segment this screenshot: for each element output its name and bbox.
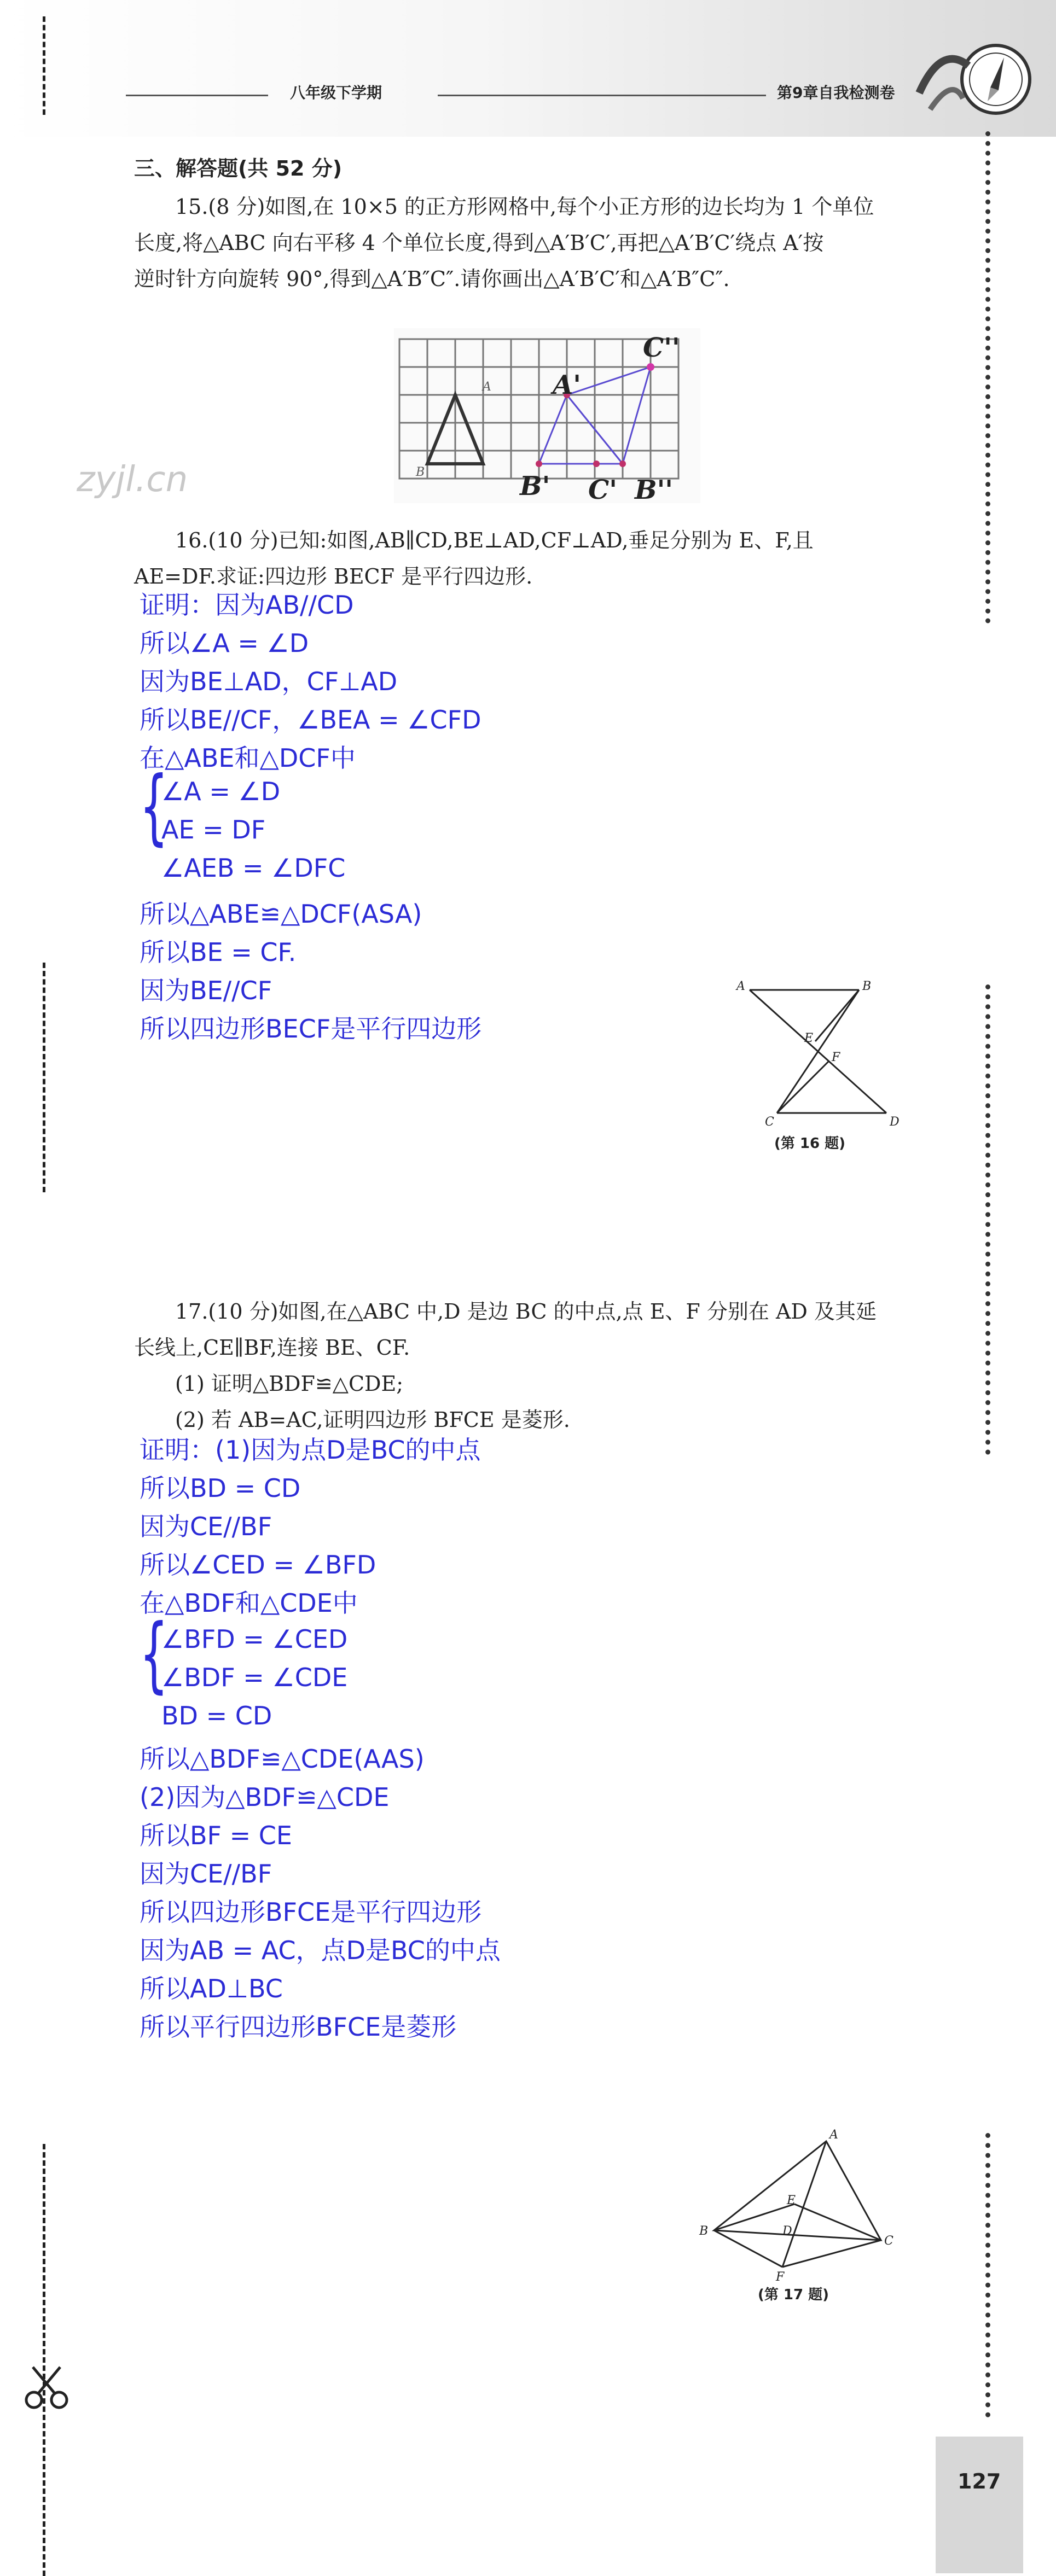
header-right-label: 第9章自我检测卷 xyxy=(777,84,895,102)
header-left-label: 八年级下学期 xyxy=(290,84,382,102)
q16-fig-label-a: A xyxy=(736,980,745,993)
q17-fig-label-e: E xyxy=(787,2194,796,2207)
cut-line-middle xyxy=(43,963,45,1192)
q17-answer-line9: 因为CE//BF xyxy=(140,1859,272,1889)
q15-label-b2: B'' xyxy=(635,475,673,503)
q17-system-line2: ∠BDF = ∠CDE xyxy=(161,1663,348,1692)
q15-text-line1: 15.(8 分)如图,在 10×5 的正方形网格中,每个小正方形的边长均为 1 个单位 xyxy=(175,195,874,219)
q17-answer-line4: 所以∠CED = ∠BFD xyxy=(140,1550,376,1580)
page-number: 127 xyxy=(958,2469,1001,2493)
q15-label-a1: A' xyxy=(553,370,581,400)
q16-answer-line6: 所以△ABE≌△DCF(ASA) xyxy=(140,899,422,929)
compass-logo-icon xyxy=(908,33,1051,126)
q16-answer-line3: 因为BE⊥AD，CF⊥AD xyxy=(140,667,398,696)
q16-system-brace: { xyxy=(140,759,169,854)
q17-text-line3: (1) 证明△BDF≌△CDE; xyxy=(175,1372,404,1396)
q15-text-line3: 逆时针方向旋转 90°,得到△A′B″C″.请你画出△A′B′C′和△A′B″C″. xyxy=(134,267,730,291)
q16-answer-line4: 所以BE//CF，∠BEA = ∠CFD xyxy=(140,705,481,735)
header-rule-left xyxy=(126,95,268,96)
q17-answer-line5: 在△BDF和△CDE中 xyxy=(140,1588,358,1618)
q16-figure xyxy=(733,974,908,1132)
q16-fig-label-b: B xyxy=(862,980,872,993)
q17-caption: (第 17 题) xyxy=(758,2287,829,2303)
q16-caption: (第 16 题) xyxy=(774,1135,846,1152)
q16-answer-line9: 所以四边形BECF是平行四边形 xyxy=(140,1014,482,1044)
q17-text-line2: 长线上,CE∥BF,连接 BE、CF. xyxy=(134,1336,410,1360)
page-number-box xyxy=(936,2437,1023,2573)
q17-fig-label-f: F xyxy=(776,2270,785,2284)
section-title: 三、解答题(共 52 分) xyxy=(134,156,343,180)
q15-label-a: A xyxy=(483,380,491,394)
q15-label-c1: C' xyxy=(588,475,617,503)
dotted-line-bottom xyxy=(985,2133,990,2417)
q17-system-line3: BD = CD xyxy=(161,1701,272,1730)
q15-label-b: B xyxy=(416,465,425,479)
q17-answer-line8: 所以BF = CE xyxy=(140,1821,292,1850)
q16-answer-line7: 所以BE = CF. xyxy=(140,937,297,967)
q16-fig-label-f: F xyxy=(832,1051,840,1064)
q16-fig-label-e: E xyxy=(804,1031,814,1045)
q17-fig-label-d: D xyxy=(782,2224,792,2238)
q17-text-line1: 17.(10 分)如图,在△ABC 中,D 是边 BC 的中点,点 E、F 分别在 AD 及其延 xyxy=(175,1299,877,1324)
q16-system-line1: ∠A = ∠D xyxy=(161,777,281,806)
q15-label-c2: C'' xyxy=(643,333,680,363)
q17-answer-line12: 所以AD⊥BC xyxy=(140,1974,283,2003)
q17-fig-label-b: B xyxy=(699,2224,709,2238)
q17-fig-label-c: C xyxy=(884,2234,893,2248)
q17-answer-line11: 因为AB = AC，点D是BC的中点 xyxy=(140,1936,501,1965)
q15-label-b1: B' xyxy=(520,471,550,502)
q16-answer-line8: 因为BE//CF xyxy=(140,976,272,1005)
q17-answer-line7: (2)因为△BDF≌△CDE xyxy=(140,1782,390,1812)
scissors-icon xyxy=(22,2363,71,2412)
q16-answer-line5: 在△ABE和△DCF中 xyxy=(140,743,356,773)
q15-text-line2: 长度,将△ABC 向右平移 4 个单位长度,得到△A′B′C′,再把△A′B′C′绕点 A′按 xyxy=(134,231,824,255)
q16-fig-label-d: D xyxy=(890,1115,900,1129)
dotted-line-middle xyxy=(985,984,990,1455)
q15-grid-figure xyxy=(394,328,700,503)
q16-fig-label-c: C xyxy=(765,1115,774,1129)
q16-system-line2: AE = DF xyxy=(161,815,266,844)
q16-answer-line1: 证明：因为AB//CD xyxy=(140,590,354,620)
q17-answer-line2: 所以BD = CD xyxy=(140,1473,301,1503)
q17-system-brace: { xyxy=(140,1607,169,1702)
q17-fig-label-a: A xyxy=(829,2128,838,2142)
q17-answer-line1: 证明：(1)因为点D是BC的中点 xyxy=(140,1435,481,1465)
dotted-line-top xyxy=(985,131,990,623)
watermark: zyjl.cn xyxy=(77,459,188,500)
q17-answer-line13: 所以平行四边形BFCE是菱形 xyxy=(140,2012,457,2042)
cut-line-top xyxy=(43,16,45,115)
q16-system-line3: ∠AEB = ∠DFC xyxy=(161,853,346,883)
q17-text-line4: (2) 若 AB=AC,证明四边形 BFCE 是菱形. xyxy=(175,1408,570,1432)
q17-figure xyxy=(695,2128,903,2286)
header-rule-middle xyxy=(438,95,766,96)
q16-text-line2: AE=DF.求证:四边形 BECF 是平行四边形. xyxy=(134,564,533,588)
q16-answer-line2: 所以∠A = ∠D xyxy=(140,628,309,658)
q17-system-line1: ∠BFD = ∠CED xyxy=(161,1624,348,1654)
page-header xyxy=(0,0,1056,137)
q17-answer-line3: 因为CE//BF xyxy=(140,1512,272,1541)
q17-answer-line10: 所以四边形BFCE是平行四边形 xyxy=(140,1897,482,1927)
q16-text-line1: 16.(10 分)已知:如图,AB∥CD,BE⊥AD,CF⊥AD,垂足分别为 E、F,且 xyxy=(175,528,814,552)
cut-line-bottom xyxy=(43,2144,45,2576)
q17-answer-line6: 所以△BDF≌△CDE(AAS) xyxy=(140,1744,425,1774)
